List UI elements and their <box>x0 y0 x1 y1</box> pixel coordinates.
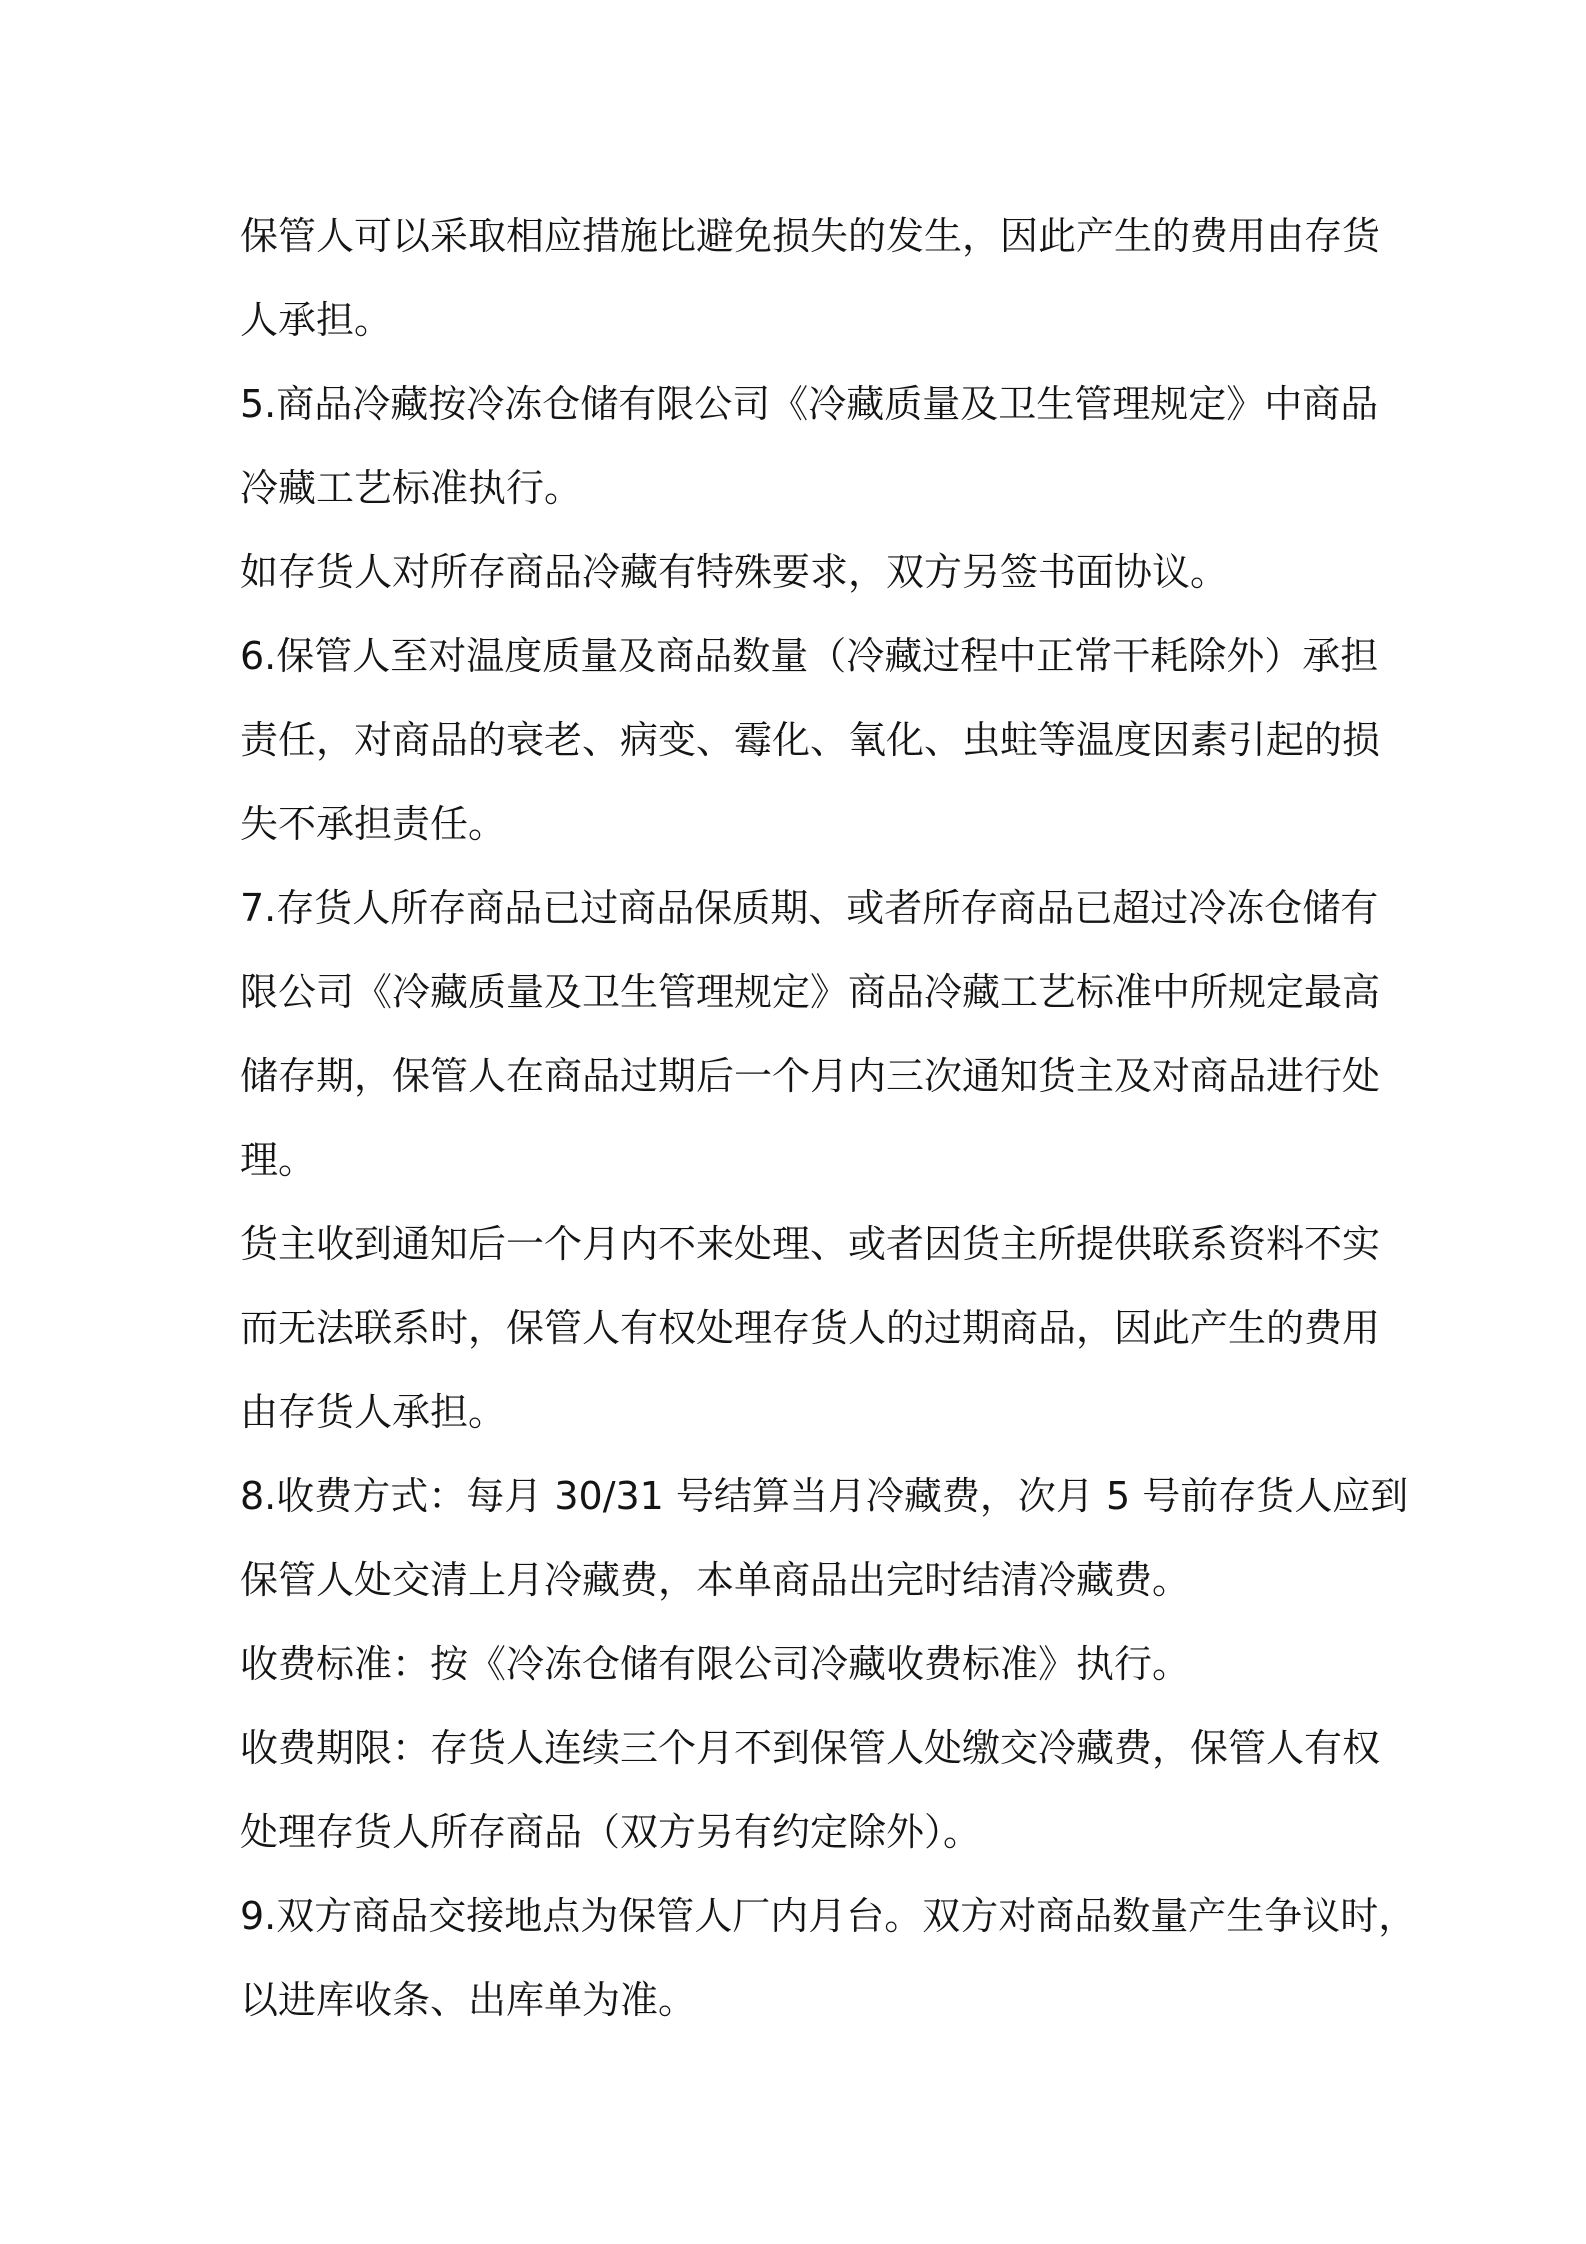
text-line: 保管人处交清上月冷藏费，本单商品出完时结清冷藏费。 <box>240 1558 1191 1602</box>
text-line: 7.存货人所存商品已过商品保质期、或者所存商品已超过冷冻仓储有 <box>240 886 1379 930</box>
text-line: 冷藏工艺标准执行。 <box>240 466 583 510</box>
text-line: 以进库收条、出库单为准。 <box>240 1978 697 2022</box>
text-line: 人承担。 <box>240 298 393 342</box>
text-line: 理。 <box>240 1138 317 1182</box>
text-line: 责任，对商品的衰老、病变、霉化、氧化、虫蛀等温度因素引起的损 <box>240 718 1381 762</box>
text-line: 而无法联系时，保管人有权处理存货人的过期商品，因此产生的费用 <box>240 1306 1381 1350</box>
text-line: 收费期限：存货人连续三个月不到保管人处缴交冷藏费，保管人有权 <box>240 1726 1381 1770</box>
text-line: 收费标准：按《冷冻仓储有限公司冷藏收费标准》执行。 <box>240 1642 1191 1686</box>
text-line: 保管人可以采取相应措施比避免损失的发生，因此产生的费用由存货 <box>240 214 1381 258</box>
text-line: 限公司《冷藏质量及卫生管理规定》商品冷藏工艺标准中所规定最高 <box>240 970 1381 1014</box>
text-line: 8.收费方式：每月 30/31 号结算当月冷藏费，次月 5 号前存货人应到 <box>240 1474 1409 1518</box>
text-line: 9.双方商品交接地点为保管人厂内月台。双方对商品数量产生争议时， <box>240 1894 1417 1938</box>
text-line: 处理存货人所存商品（双方另有约定除外）。 <box>240 1810 982 1854</box>
document-body <box>240 194 1417 2042</box>
text-line: 货主收到通知后一个月内不来处理、或者因货主所提供联系资料不实 <box>240 1222 1381 1266</box>
text-line: 由存货人承担。 <box>240 1390 507 1434</box>
text-line: 储存期，保管人在商品过期后一个月内三次通知货主及对商品进行处 <box>240 1054 1381 1098</box>
text-line: 如存货人对所存商品冷藏有特殊要求，双方另签书面协议。 <box>240 550 1229 594</box>
text-line: 失不承担责任。 <box>240 802 507 846</box>
text-line: 5.商品冷藏按冷冻仓储有限公司《冷藏质量及卫生管理规定》中商品 <box>240 382 1379 426</box>
text-line: 6.保管人至对温度质量及商品数量（冷藏过程中正常干耗除外）承担 <box>240 634 1379 678</box>
